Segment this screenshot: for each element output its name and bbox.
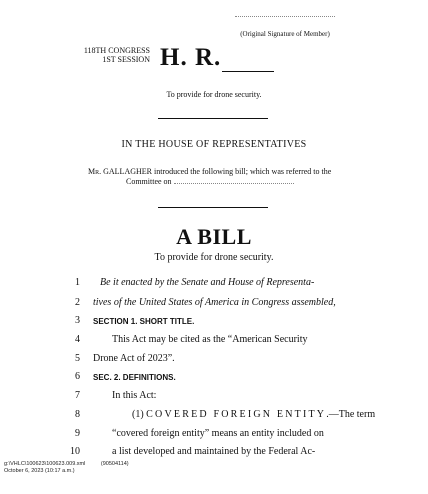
body-line: In this Act:	[112, 390, 157, 401]
line-number: 4	[75, 334, 80, 345]
defined-term: COVERED FOREIGN ENTITY	[146, 409, 327, 420]
bill-number-blank	[222, 71, 274, 72]
definition-lead: .—The term	[326, 409, 376, 420]
body-line: Drone Act of 2023”.	[93, 353, 175, 364]
enacting-clause-2: tives of the United States of America in Congress assembled,	[93, 297, 336, 308]
body-line: a list developed and maintained by the Federal Ac-	[112, 446, 316, 457]
session-label: 1ST SESSION	[102, 55, 150, 64]
line-number: 10	[70, 446, 80, 457]
document-footer	[4, 461, 129, 475]
line-number: 8	[75, 409, 80, 420]
bill-purpose: To provide for drone security.	[154, 252, 274, 263]
intro-text-2: Committee on	[126, 177, 172, 186]
divider-rule	[158, 207, 268, 208]
body-line: “covered foreign entity” means an entity included on	[112, 428, 324, 439]
line-number: 7	[75, 390, 80, 401]
doc-date: October 6, 2023 (10:17 a.m.)	[4, 468, 75, 474]
paragraph-number: (1)	[132, 409, 147, 420]
line-number: 5	[75, 353, 80, 364]
intro-text-1: introduced the following bill; which was referred to the	[152, 167, 332, 176]
signature-caption: (Original Signature of Member)	[240, 30, 330, 38]
line-number: 6	[75, 371, 80, 382]
purpose-top: To provide for drone security.	[166, 90, 262, 99]
section-heading: SECTION 1. SHORT TITLE.	[93, 317, 195, 326]
doc-code: (90504114)	[100, 461, 129, 467]
section-heading: SEC. 2. DEFINITIONS.	[93, 373, 176, 382]
congress-label: 118TH CONGRESS	[83, 46, 150, 55]
congress-session	[62, 46, 150, 64]
sponsor-name: Mr. GALLAGHER	[88, 167, 152, 176]
line-number: 9	[75, 428, 80, 439]
signature-line	[235, 16, 335, 17]
introduction-text	[88, 167, 346, 187]
line-number: 1	[75, 277, 80, 288]
definition-line	[132, 409, 375, 420]
body-line: This Act may be cited as the “American Security	[112, 334, 308, 345]
enacting-clause-1: Be it enacted by the Senate and House of Representa-	[100, 277, 315, 288]
bill-title: A BILL	[176, 224, 252, 249]
bill-type: H. R.	[160, 44, 222, 71]
line-number: 2	[75, 297, 80, 308]
house-heading: IN THE HOUSE OF REPRESENTATIVES	[121, 139, 307, 150]
file-path: g:\VHLC\100623\100623.009.xml	[4, 461, 86, 467]
committee-blank	[174, 177, 294, 184]
line-number: 3	[75, 315, 80, 326]
divider-rule	[158, 118, 268, 119]
